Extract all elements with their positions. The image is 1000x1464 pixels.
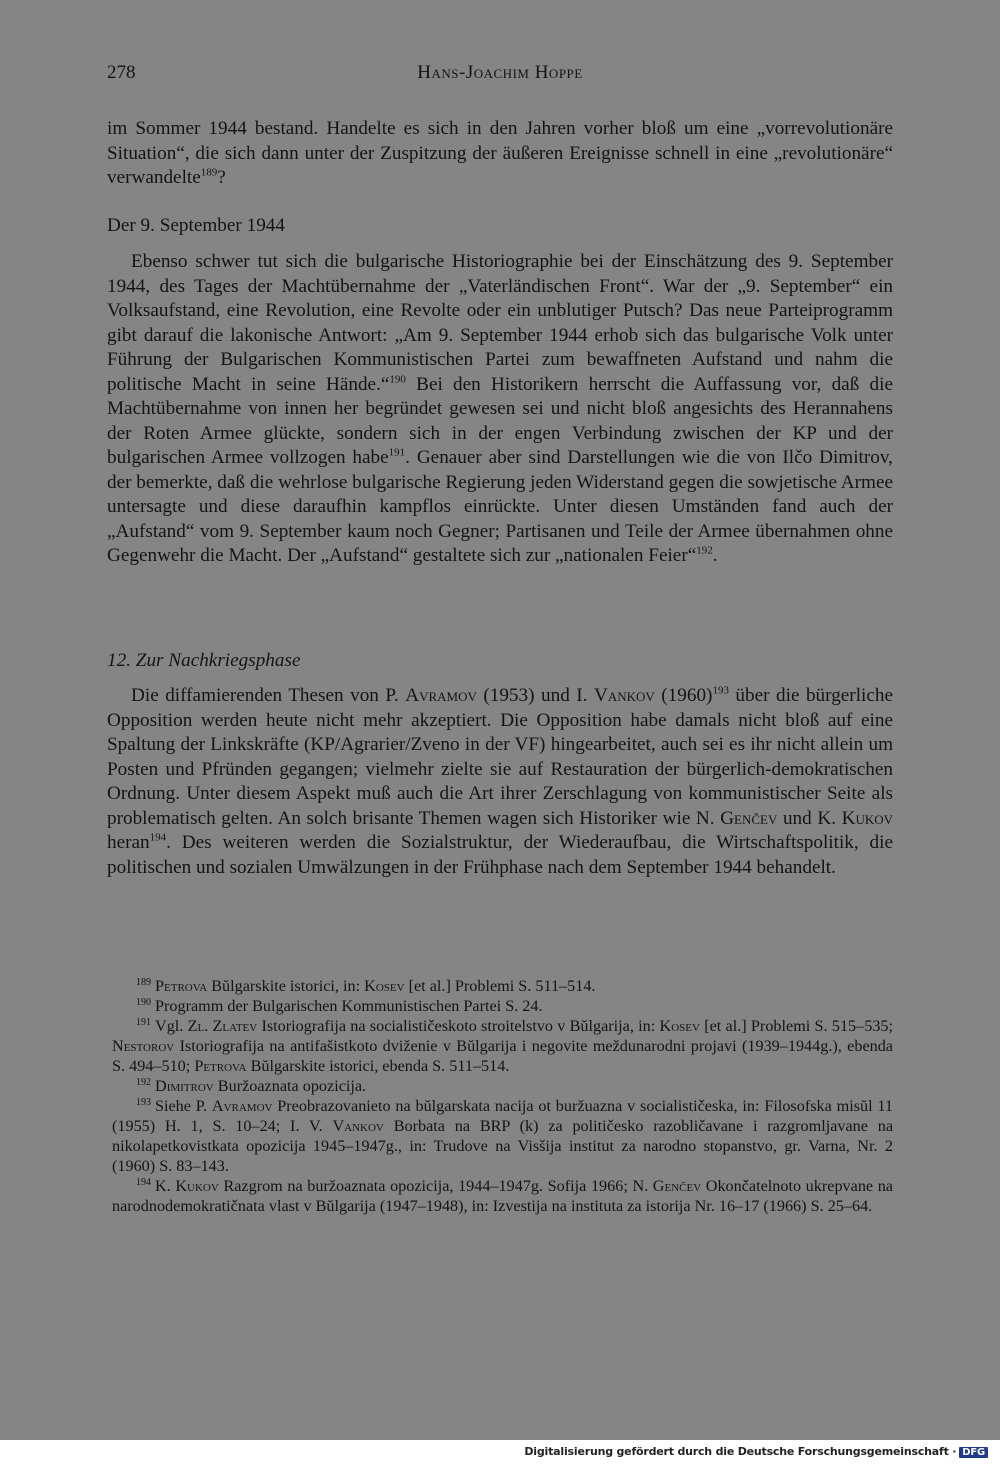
- footnote-191: [112, 1016, 893, 1076]
- cited-author: Kukov: [175, 1177, 219, 1195]
- footnote-ref-190: 190: [389, 373, 406, 386]
- footnote-text: Bŭlgarskite istorici, in:: [207, 977, 365, 995]
- paragraph-text-tail: ?: [217, 167, 226, 188]
- footnote-number: 194: [136, 1176, 151, 1188]
- section-heading-nachkriegsphase: [107, 649, 893, 674]
- section-heading-9-september: [107, 214, 893, 239]
- footnote-ref-191: 191: [388, 446, 406, 459]
- author-name: Genčev: [720, 807, 778, 829]
- paragraph-9-september: [107, 250, 893, 569]
- footnote-text: Bŭlgarskite istorici, ebenda S. 511–514.: [246, 1057, 510, 1075]
- footnote-text: Istoriografija na antifašistkoto dviženie v Bŭlgarija i negovite meždunarodni projavi (1939–1944g.), ebenda S. 494–510;: [112, 1037, 893, 1075]
- footnote-ref-193: 193: [712, 684, 729, 697]
- footnote-text: Buržoaznata opozicija.: [213, 1077, 367, 1095]
- author-name: Vankov: [593, 685, 655, 706]
- cited-author: Petrova: [194, 1057, 247, 1075]
- paragraph-continued: [107, 117, 893, 191]
- footnote-number: 192: [136, 1076, 151, 1088]
- section-heading-text: 12. Zur Nachkriegsphase: [107, 650, 301, 671]
- cited-author: Dimitrov: [155, 1077, 214, 1095]
- paragraph-text: im Sommer 1944 bestand. Handelte es sich in den Jahren vorher bloß um eine „vorrevolutionäre Situation“, die sich dann unter der Zuspitzung der äußeren Ereignisse schnell in eine „revolutionäre“ verwandelte: [107, 118, 893, 188]
- paragraph-text: (1953) und I.: [476, 685, 594, 706]
- paragraph-text: . Genauer aber sind Darstellungen wie die von Ilčo Dimitrov, der bemerkte, daß die wehrlose bulgarische Regierung jeden Widerstand gegen die sowjetische Armee untersagte und diese daraufhin kampflos einrückte. Unter diesen Umständen fand auch der „Aufstand“ vom 9. September kaum noch Gegner; Partisanen und Teile der Armee übernahmen ohne Gegenwehr die Macht. Der „Aufstand“ gestaltete sich zur „nationalen Feier“: [107, 447, 893, 566]
- author-name: Kukov: [841, 807, 894, 829]
- footnote-text: Razgrom na buržoaznata opozicija, 1944–1947g. Sofija 1966; N.: [218, 1177, 653, 1195]
- footnote-text: Istoriografija na socialističeskoto stroitelstvo v Bŭlgarija, in:: [257, 1017, 660, 1035]
- footnote-text: [et al.] Problemi S. 511–514.: [404, 977, 596, 995]
- footnote-number: 190: [136, 996, 151, 1008]
- footnote-text: [et al.] Problemi S. 515–535;: [699, 1017, 894, 1035]
- paragraph-text: . Des weiteren werden die Sozialstruktur, der Wiederaufbau, die Wirtschaftspolitik, die politischen und sozialen Umwälzungen in der Frühphase nach dem September 1944 behandelt.: [107, 832, 893, 878]
- cited-author: Nestorov: [112, 1037, 175, 1055]
- cited-author: Kosev: [364, 977, 405, 995]
- footnote-number: 193: [136, 1096, 151, 1108]
- page-number: 278: [107, 62, 136, 83]
- footnote-193: [112, 1096, 893, 1176]
- paragraph-text: Bei den Historikern herrscht die Auffassung vor, daß die Machtübernahme von innen her begründet gewesen sei und nicht bloß angesichts des Herannahens der Roten Armee glückte, sondern sich in der engen Verbindung zwischen der KP und der bulgarischen Armee vollzogen habe: [107, 373, 893, 468]
- footnote-text: Programm der Bulgarischen Kommunistischen Partei S. 24.: [155, 997, 543, 1015]
- paragraph-text: (1960): [654, 685, 713, 706]
- cited-author: Kosev: [659, 1017, 700, 1035]
- footnote-text: K.: [155, 1177, 176, 1195]
- footnote-192: [112, 1076, 893, 1096]
- footnote-number: 189: [136, 976, 151, 988]
- paragraph-text: Die diffamierenden Thesen von P.: [131, 685, 406, 706]
- paragraph-text: heran: [107, 832, 150, 853]
- cited-author: Vankov: [332, 1117, 384, 1135]
- footnote-190: [112, 996, 893, 1016]
- paragraph-text: und K.: [777, 807, 842, 829]
- footnote-ref-194: 194: [149, 831, 167, 844]
- running-header: [107, 62, 893, 92]
- footnote-text: Borbata na BRP (k) za političesko razobličavane i razgromljavane na nikolapetkovistkata opozicija 1945–1947g., in: Trudove na Visšija institut za narodno stopanstvo, gr. Varna, Nr. 2 (1960) S. 83–143.: [112, 1117, 894, 1175]
- section-heading-text: Der 9. September 1944: [107, 215, 285, 236]
- running-head-author: Hans-Joachim Hoppe: [417, 62, 583, 83]
- footnote-194: [112, 1176, 893, 1216]
- footnote-189: [112, 976, 893, 996]
- digitization-credit: [524, 1445, 988, 1458]
- footnote-ref-189: 189: [200, 166, 218, 179]
- footnote-ref-192: 192: [696, 544, 713, 557]
- author-name: Avramov: [405, 685, 477, 706]
- cited-author: Avramov: [211, 1097, 273, 1115]
- paragraph-text: Ebenso schwer tut sich die bulgarische Historiographie bei der Einschätzung des 9. September 1944, des Tages der Machtübernahme der „Vaterländischen Front“. War der „9. September“ ein Volksaufstand, eine Revolution, eine Revolte oder ein unblutiger Putsch? Das neue Parteiprogramm gibt darauf die lakonische Antwort: „Am 9. September 1944 erhob sich das bulgarische Volk unter Führung der Bulgarischen Kommunistischen Partei zum bewaffneten Aufstand und nahm die politische Macht in seine Hände.“: [107, 251, 893, 395]
- footnotes: [112, 976, 893, 1216]
- footnote-text: Preobrazovanieto na bŭlgarskata nacija ot buržuazna v socialističeska, in: Filosofska misŭl 11 (1955) H. 1, S. 10–24; I. V.: [112, 1097, 893, 1135]
- paragraph-text: über die bürgerliche Opposition werden heute nicht mehr akzeptiert. Die Opposition habe damals nicht bloß auf eine Spaltung der Linkskräfte (KP/Agrarier/Zveno in der VF) hingearbeitet, auch sei es ihr nicht allein um Posten und Pfründen gegangen; vielmehr zielte sie auf Restauration der bürgerlich-demokratischen Ordnung. Unter diesem Aspekt muß auch die Art ihrer Zerschlagung von kommunistischer Seite als problematisch gelten. An solch brisante Themen wagen sich Historiker wie N.: [107, 685, 893, 829]
- footnote-text: Vgl.: [155, 1017, 188, 1035]
- paragraph-nachkriegsphase: [107, 684, 893, 880]
- cited-author: Petrova: [155, 977, 208, 995]
- cited-author: Genčev: [652, 1177, 702, 1195]
- footnote-number: 191: [136, 1016, 151, 1028]
- footnote-text: Okončatelnoto ukrepvane na narodnodemokratičnata vlast v Bŭlgarija (1947–1948), in: Izvestija na instituta za istorija Nr. 16–17 (1966) S. 25–64.: [112, 1177, 893, 1215]
- paragraph-text: .: [712, 545, 718, 566]
- credit-text: Digitalisierung gefördert durch die Deutsche Forschungsgemeinschaft ·: [524, 1445, 957, 1458]
- dfg-logo: DFG: [959, 1447, 988, 1458]
- cited-author: Zl. Zlatev: [187, 1017, 258, 1035]
- footnote-text: Siehe P.: [155, 1097, 212, 1115]
